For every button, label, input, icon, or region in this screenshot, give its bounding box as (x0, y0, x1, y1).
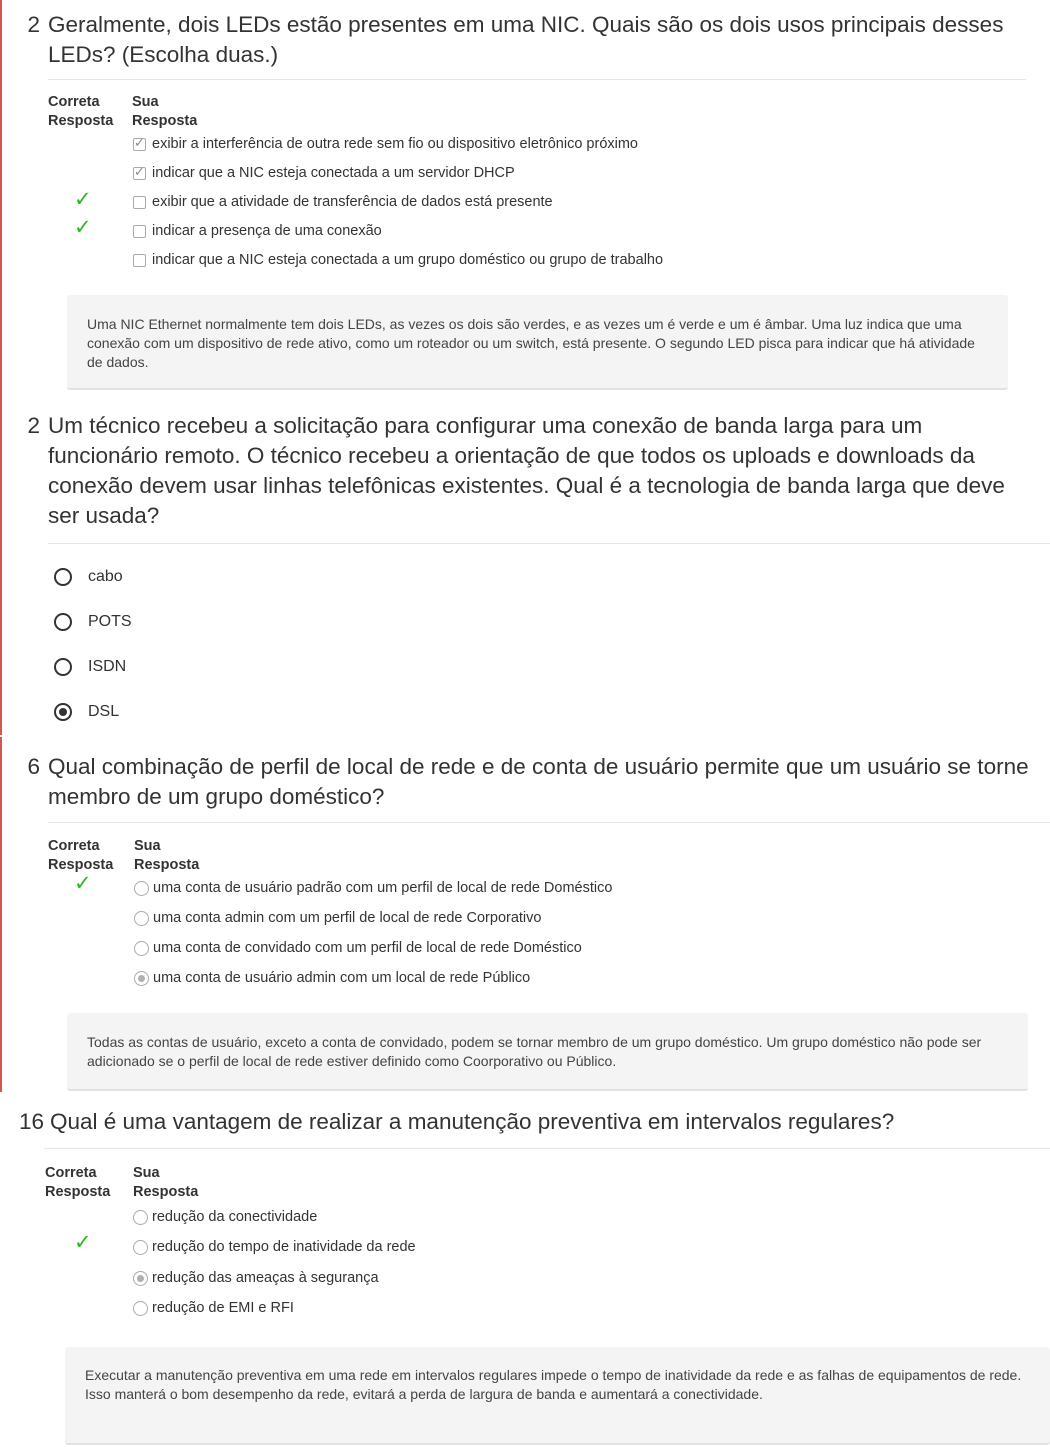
option-label: uma conta de usuário padrão com um perfil de local de rede Doméstico (153, 880, 613, 896)
answer-option[interactable] (133, 1300, 294, 1316)
checkbox[interactable] (133, 167, 146, 180)
answer-option[interactable] (133, 194, 553, 210)
answer-option[interactable] (134, 910, 541, 926)
your-answer-header: Sua Resposta (134, 838, 200, 873)
your-answer-header: Sua Resposta (133, 1165, 199, 1200)
correct-answer-header: Correta Resposta (45, 1165, 111, 1200)
answer-option[interactable] (133, 136, 638, 152)
divider (48, 822, 1050, 823)
answer-option[interactable] (133, 1270, 379, 1286)
radio-option[interactable] (54, 568, 123, 586)
checkbox[interactable] (133, 225, 146, 238)
option-label: redução de EMI e RFI (152, 1300, 294, 1316)
correct-answer-header: Correta Resposta (48, 838, 114, 873)
question-3 (0, 752, 1050, 812)
option-label: redução das ameaças à segurança (152, 1270, 379, 1286)
radio-option[interactable] (54, 658, 126, 676)
answer-option[interactable] (133, 252, 663, 268)
option-label: indicar que a NIC esteja conectada a um servidor DHCP (152, 165, 515, 181)
question-number: 16 (18, 1109, 44, 1134)
question-text: Um técnico recebeu a solicitação para configurar uma conexão de banda larga para um funcionário remoto. O técnico recebeu a orientação de que todos os uploads e downloads da conexão devem usar linhas telefônicas existentes. Qual é a tecnologia de banda larga que deve ser usada? (48, 413, 1005, 528)
answer-option[interactable] (133, 165, 515, 181)
radio-button-selected[interactable] (54, 703, 72, 721)
feedback-box (67, 295, 1008, 390)
radio-option[interactable] (54, 613, 132, 631)
correct-check-icon: ✓ (74, 872, 92, 895)
correct-answer-header: Correta Resposta (48, 94, 114, 129)
option-label: indicar a presença de uma conexão (152, 223, 382, 239)
question-1 (0, 10, 1050, 70)
option-label: ISDN (88, 658, 127, 675)
answer-option[interactable] (134, 970, 530, 986)
question-2 (0, 411, 1050, 531)
option-label: exibir a interferência de outra rede sem fio ou dispositivo eletrônico próximo (152, 136, 638, 152)
answer-option[interactable] (134, 940, 582, 956)
option-label: exibir que a atividade de transferência de dados está presente (152, 194, 553, 210)
your-answer-header: Sua Resposta (132, 94, 198, 129)
question-text: Geralmente, dois LEDs estão presentes em uma NIC. Quais são os dois usos principais desses LEDs? (Escolha duas.) (48, 12, 1004, 67)
option-label: POTS (88, 613, 132, 630)
answer-option[interactable] (133, 1209, 317, 1225)
feedback-box (65, 1347, 1050, 1445)
radio-button[interactable] (133, 1301, 148, 1316)
radio-button[interactable] (134, 941, 149, 956)
radio-button-selected[interactable] (134, 971, 149, 986)
question-text: Qual é uma vantagem de realizar a manutenção preventiva em intervalos regulares? (50, 1109, 895, 1134)
option-label: redução da conectividade (152, 1209, 318, 1225)
feedback-text: Todas as contas de usuário, exceto a conta de convidado, podem se tornar membro de um grupo doméstico. Um grupo doméstico não pode ser adicionado se o perfil de local de rede estiver definido como Coorporativo ou Público. (87, 1034, 982, 1069)
question-4 (0, 1107, 1050, 1137)
radio-button[interactable] (134, 911, 149, 926)
question-number: 6 (27, 754, 40, 779)
answer-option[interactable] (133, 1239, 416, 1255)
answer-option[interactable] (134, 880, 612, 896)
option-label: uma conta de usuário admin com um local de rede Público (153, 970, 531, 986)
checkbox[interactable] (133, 196, 146, 209)
option-label: uma conta de convidado com um perfil de local de rede Doméstico (153, 940, 582, 956)
checkbox[interactable] (133, 254, 146, 267)
radio-button[interactable] (54, 568, 72, 586)
answer-option[interactable] (133, 223, 382, 239)
radio-button[interactable] (133, 1240, 148, 1255)
question-number: 2 (27, 12, 40, 37)
divider (48, 543, 1050, 544)
feedback-text: Uma NIC Ethernet normalmente tem dois LEDs, as vezes os dois são verdes, e as vezes um é verde e um é âmbar. Uma luz indica que uma conexão com um dispositivo de rede ativo, como um roteador ou um switch, está presente. O segundo LED pisca para indicar que há atividade de dados. (87, 316, 975, 370)
radio-button[interactable] (134, 881, 149, 896)
feedback-text: Executar a manutenção preventiva em uma rede em intervalos regulares impede o tempo de inatividade da rede e as falhas de equipamentos de rede. Isso manterá o bom desempenho da rede, evitará a perda de largura de banda e aumentará a conectividade. (85, 1367, 1022, 1402)
correct-check-icon: ✓ (74, 1231, 92, 1254)
question-number: 2 (27, 413, 40, 438)
radio-button[interactable] (54, 613, 72, 631)
checkbox[interactable] (133, 138, 146, 151)
correct-check-icon: ✓ (74, 188, 92, 211)
option-label: indicar que a NIC esteja conectada a um grupo doméstico ou grupo de trabalho (152, 252, 664, 268)
radio-button-selected[interactable] (133, 1271, 148, 1286)
correct-check-icon: ✓ (74, 216, 92, 239)
option-label: uma conta admin com um perfil de local de rede Corporativo (153, 910, 542, 926)
feedback-box (67, 1013, 1028, 1091)
radio-button[interactable] (133, 1210, 148, 1225)
divider (44, 1148, 1050, 1149)
question-text: Qual combinação de perfil de local de rede e de conta de usuário permite que um usuário se torne membro de um grupo doméstico? (48, 754, 1029, 809)
radio-button[interactable] (54, 658, 72, 676)
option-label: redução do tempo de inatividade da rede (152, 1239, 416, 1255)
option-label: cabo (88, 568, 123, 585)
option-label: DSL (88, 703, 120, 720)
radio-option[interactable] (54, 703, 119, 721)
divider (48, 79, 1026, 80)
